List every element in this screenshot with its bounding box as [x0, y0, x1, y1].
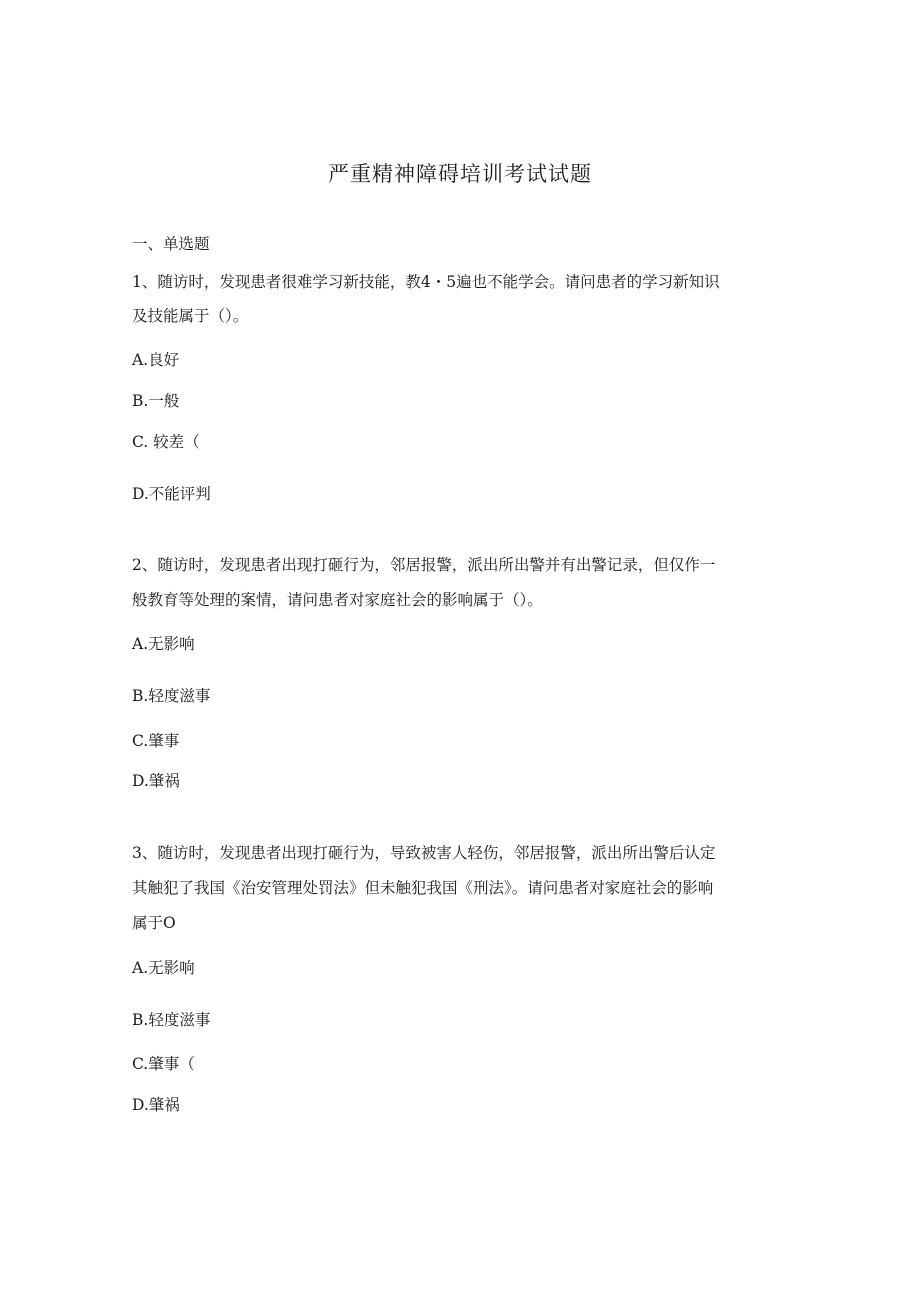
question-2-option-b: B.轻度滋事 [132, 687, 211, 705]
question-2-option-a: A.无影响 [132, 635, 195, 653]
question-1-option-d: D.不能评判 [132, 485, 211, 503]
question-3-text-line-2: 其触犯了我国《治安管理处罚法》但未触犯我国《刑法》。请问患者对家庭社会的影响 [132, 879, 714, 897]
question-2-option-d: D.肇祸 [132, 772, 180, 790]
document-title: 严重精神障碍培训考试试题 [328, 162, 592, 186]
question-3-option-d: D.肇祸 [132, 1096, 180, 1114]
question-2-text-line-2: 般教育等处理的案情，请问患者对家庭社会的影响属于（）。 [132, 591, 543, 609]
question-1-text-line-2: 及技能属于（）。 [132, 307, 249, 325]
question-3-text-line-1: 3、随访时，发现患者出现打砸行为，导致被害人轻伤，邻居报警，派出所出警后认定 [132, 844, 716, 862]
question-1-option-c: C. 较差（ [132, 433, 200, 451]
question-1-option-a: A.良好 [132, 351, 180, 369]
question-3-text-line-3: 属于O [132, 914, 176, 932]
question-3-option-c: C.肇事（ [132, 1055, 195, 1073]
question-2-option-c: C.肇事 [132, 732, 180, 750]
question-3-option-a: A.无影响 [132, 959, 195, 977]
question-3-option-b: B.轻度滋事 [132, 1011, 211, 1029]
question-1-text-line-1: 1、随访时，发现患者很难学习新技能，教4・5遍也不能学会。请问患者的学习新知识 [132, 273, 720, 291]
section-heading: 一、单选题 [132, 235, 210, 253]
question-2-text-line-1: 2、随访时，发现患者出现打砸行为，邻居报警，派出所出警并有出警记录，但仅作一 [132, 556, 716, 574]
question-1-option-b: B.一般 [132, 392, 180, 410]
